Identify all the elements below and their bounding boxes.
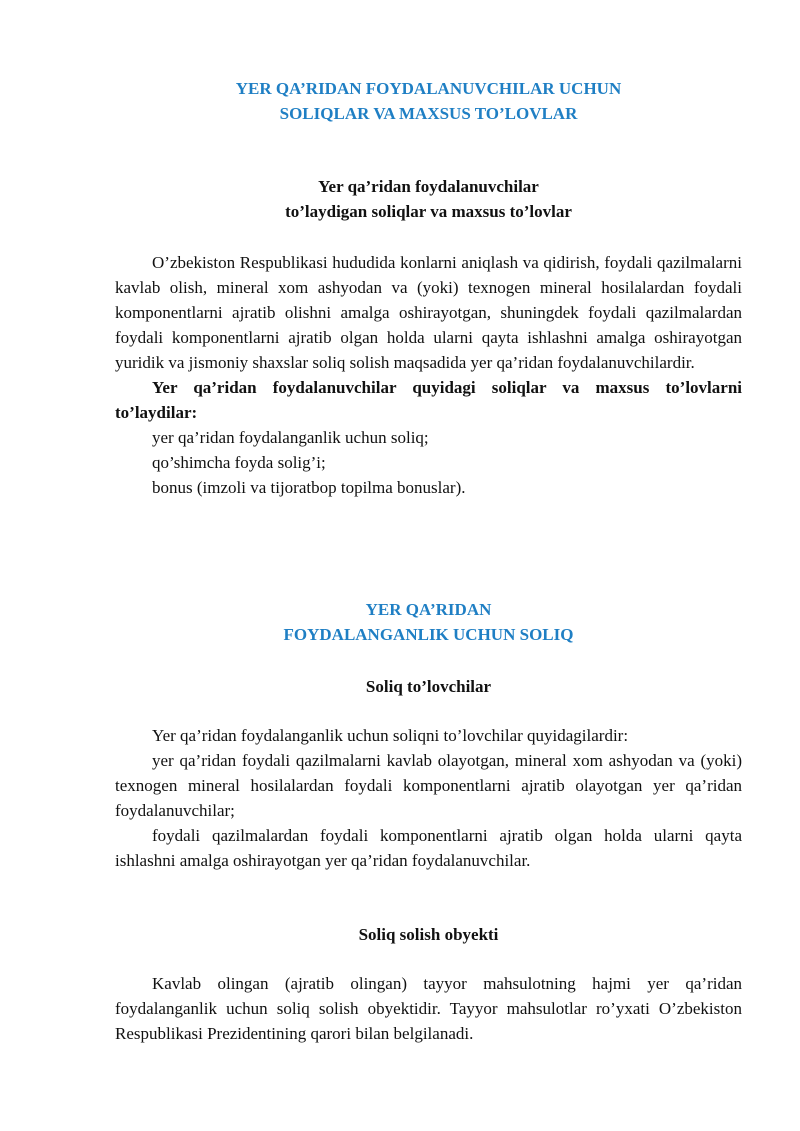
subheading-text: Soliq to’lovchilar [365, 677, 492, 696]
section2-subheading-payers [115, 674, 742, 699]
section1-heading-line1: Yer qa’ridan foydalanuvchilar [318, 177, 539, 196]
section2-p3: foydali qazilmalardan foydali komponentlarni ajratib olgan holda ularni qayta ishlashni amalga oshirayotgan yer qa’ridan foydalanuvchilar. [115, 826, 742, 870]
section2-p4: Kavlab olingan (ajratib olingan) tayyor mahsulotning hajmi yer qa’ridan foydalanganlik uchun soliq solish obyektidir. Tayyor mahsulotlar ro’yxati O’zbekiston Respublikasi Prezidentining qarori bilan belgilanadi. [115, 974, 742, 1043]
section2-body [115, 723, 742, 873]
section2-object-body [115, 971, 742, 1046]
list-item: bonus (imzoli va tijoratbop topilma bonuslar). [152, 478, 466, 497]
section2-title [115, 597, 742, 647]
section2-title-line1: YER QA’RIDAN [365, 600, 492, 619]
main-title-line1: YER QA’RIDAN FOYDALANUVCHILAR UCHUN [235, 79, 622, 98]
list-item: qo’shimcha foyda solig’i; [152, 453, 326, 472]
section1-heading-line2: to’laydigan soliqlar va maxsus to’lovlar [285, 202, 572, 221]
section2-subheading-object [115, 922, 742, 947]
section1-heading [115, 174, 742, 224]
section1-paragraph: O’zbekiston Respublikasi hududida konlarni aniqlash va qidirish, foydali qazilmalarni kavlab olish, mineral xom ashyodan va (yoki) texnogen mineral hosilalardan foydali komponentlarni ajratib olishni amalga oshirayotgan, shuningdek foydali qazilmalardan foydali komponentlarni ajratib olgan holda ularni qayta ishlashni amalga oshirayotgan yuridik va jismoniy shaxslar soliq solish maqsadida yer qa’ridan foydalanuvchilardir. [115, 253, 742, 372]
main-title-line2: SOLIQLAR VA MAXSUS TO’LOVLAR [279, 104, 578, 123]
list-item: yer qa’ridan foydalanganlik uchun soliq; [152, 428, 429, 447]
subheading-text: Soliq solish obyekti [358, 925, 499, 944]
section2-title-line2: FOYDALANGANLIK UCHUN SOLIQ [283, 625, 574, 644]
section1-body [115, 250, 742, 500]
main-title [115, 76, 742, 126]
section1-bold-intro: Yer qa’ridan foydalanuvchilar quyidagi soliqlar va maxsus to’lovlarni to’laydilar: [115, 378, 742, 422]
section2-p1: Yer qa’ridan foydalanganlik uchun soliqni to’lovchilar quyidagilardir: [152, 726, 629, 745]
section2-p2: yer qa’ridan foydali qazilmalarni kavlab olayotgan, mineral xom ashyodan va (yoki) texnogen mineral hosilalardan foydali komponentlarni ajratib olayotgan yer qa’ridan foydalanuvchilar; [115, 751, 742, 820]
